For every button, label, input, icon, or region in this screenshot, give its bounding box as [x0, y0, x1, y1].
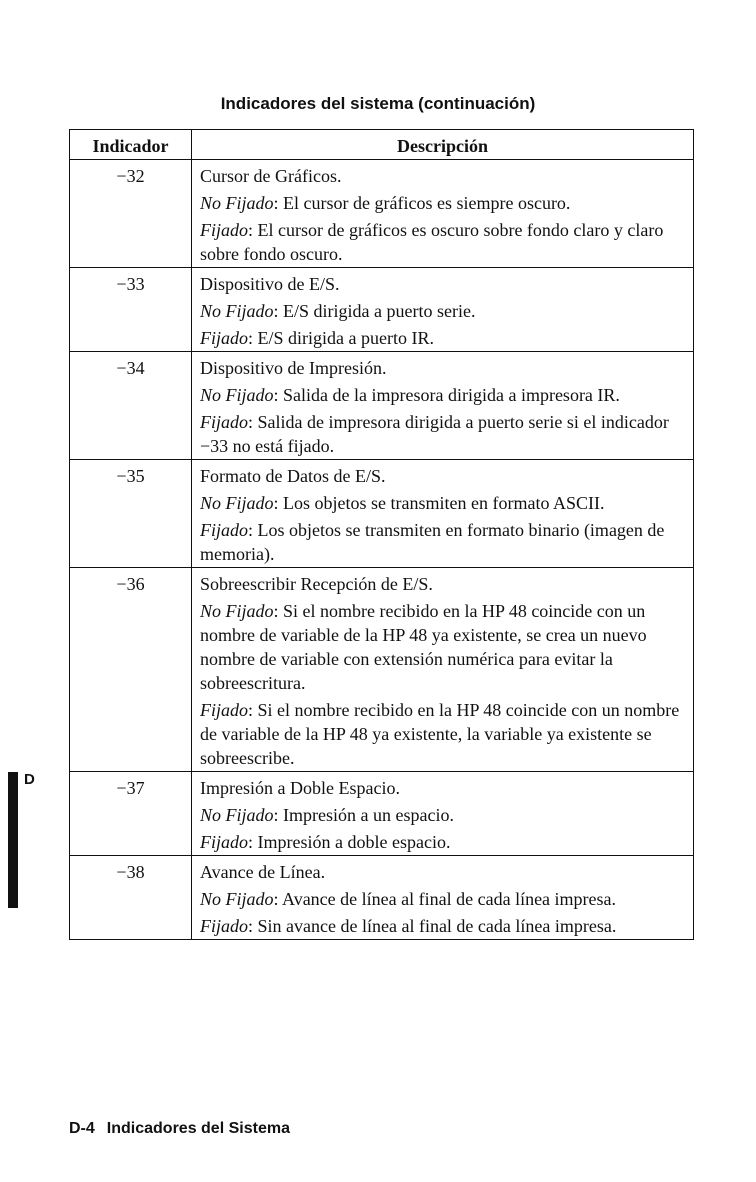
set-text: Si el nombre recibido en la HP 48 coincide con un nombre de variable de la HP 48 ya existente, la variable ya existente se sobreescribe. — [200, 700, 680, 768]
clear-text: Avance de línea al final de cada línea impresa. — [282, 889, 617, 909]
column-header-description: Descripción — [192, 130, 694, 160]
flag-title: Cursor de Gráficos. — [200, 166, 342, 186]
clear-text: E/S dirigida a puerto serie. — [283, 301, 476, 321]
clear-label: No Fijado — [200, 493, 274, 513]
set-text: Los objetos se transmiten en formato binario (imagen de memoria). — [200, 520, 665, 564]
table-row — [70, 160, 694, 268]
set-label: Fijado — [200, 520, 248, 540]
flag-clear-state: No Fijado: E/S dirigida a puerto serie. — [200, 301, 476, 321]
clear-text: Los objetos se transmiten en formato ASCII. — [283, 493, 605, 513]
clear-text: Si el nombre recibido en la HP 48 coincide con un nombre de variable de la HP 48 ya existente, se crea un nuevo nombre de variable con extensión numérica para evitar la sobreescritura. — [200, 601, 647, 693]
section-tab-letter: D — [24, 771, 35, 788]
flag-number: −35 — [70, 460, 192, 568]
flag-clear-state: No Fijado: Salida de la impresora dirigida a impresora IR. — [200, 385, 620, 405]
table-row — [70, 268, 694, 352]
set-label: Fijado — [200, 412, 248, 432]
flag-description — [192, 160, 694, 268]
set-text: Impresión a doble espacio. — [257, 832, 451, 852]
flag-title: Avance de Línea. — [200, 862, 326, 882]
clear-label: No Fijado — [200, 889, 274, 909]
set-text: E/S dirigida a puerto IR. — [257, 328, 434, 348]
set-text: El cursor de gráficos es oscuro sobre fondo claro y claro sobre fondo oscuro. — [200, 220, 664, 264]
flag-description — [192, 772, 694, 856]
clear-label: No Fijado — [200, 805, 274, 825]
clear-text: Salida de la impresora dirigida a impresora IR. — [283, 385, 620, 405]
clear-text: El cursor de gráficos es siempre oscuro. — [283, 193, 571, 213]
table-row — [70, 352, 694, 460]
page-title: Indicadores del sistema (continuación) — [220, 94, 536, 113]
set-label: Fijado — [200, 220, 248, 240]
section-tab-bar — [8, 772, 18, 908]
flags-table — [69, 129, 694, 940]
table-row — [70, 856, 694, 940]
flag-number: −37 — [70, 772, 192, 856]
clear-label: No Fijado — [200, 385, 274, 405]
clear-label: No Fijado — [200, 193, 274, 213]
flag-set-state: Fijado: Salida de impresora dirigida a puerto serie si el indicador −33 no está fijado. — [200, 412, 669, 456]
table-row — [70, 460, 694, 568]
flag-set-state: Fijado: Impresión a doble espacio. — [200, 832, 451, 852]
table-row — [70, 568, 694, 772]
flag-title: Sobreescribir Recepción de E/S. — [200, 574, 433, 594]
page-footer — [69, 1120, 290, 1138]
flag-number: −33 — [70, 268, 192, 352]
set-label: Fijado — [200, 916, 248, 936]
flag-clear-state: No Fijado: Avance de línea al final de cada línea impresa. — [200, 889, 617, 909]
flag-number: −38 — [70, 856, 192, 940]
clear-text: Impresión a un espacio. — [283, 805, 454, 825]
flag-set-state: Fijado: Sin avance de línea al final de cada línea impresa. — [200, 916, 617, 936]
flag-set-state: Fijado: Los objetos se transmiten en formato binario (imagen de memoria). — [200, 520, 665, 564]
flag-title: Formato de Datos de E/S. — [200, 466, 386, 486]
flag-clear-state: No Fijado: Los objetos se transmiten en formato ASCII. — [200, 493, 605, 513]
flag-clear-state: No Fijado: Si el nombre recibido en la HP 48 coincide con un nombre de variable de la HP 48 ya existente, se crea un nuevo nombre de variable con extensión numérica para evitar la sobreescritura. — [200, 601, 647, 693]
flag-description — [192, 268, 694, 352]
flag-title: Impresión a Doble Espacio. — [200, 778, 400, 798]
column-header-flag: Indicador — [70, 130, 192, 160]
flag-number: −34 — [70, 352, 192, 460]
set-label: Fijado — [200, 328, 248, 348]
set-text: Salida de impresora dirigida a puerto serie si el indicador −33 no está fijado. — [200, 412, 669, 456]
flag-clear-state: No Fijado: Impresión a un espacio. — [200, 805, 454, 825]
table-header-row — [70, 130, 694, 160]
flag-number: −32 — [70, 160, 192, 268]
flag-description — [192, 568, 694, 772]
flag-set-state: Fijado: Si el nombre recibido en la HP 48 coincide con un nombre de variable de la HP 48 ya existente, la variable ya existente se sobreescribe. — [200, 700, 680, 768]
set-label: Fijado — [200, 832, 248, 852]
page-number: D-4 — [69, 1120, 95, 1137]
flag-description — [192, 352, 694, 460]
flag-title: Dispositivo de E/S. — [200, 274, 340, 294]
flag-clear-state: No Fijado: El cursor de gráficos es siempre oscuro. — [200, 193, 571, 213]
flag-set-state: Fijado: E/S dirigida a puerto IR. — [200, 328, 434, 348]
table-body — [70, 160, 694, 940]
set-label: Fijado — [200, 700, 248, 720]
table-row — [70, 772, 694, 856]
clear-label: No Fijado — [200, 601, 274, 621]
flag-title: Dispositivo de Impresión. — [200, 358, 387, 378]
set-text: Sin avance de línea al final de cada línea impresa. — [257, 916, 617, 936]
flag-description — [192, 856, 694, 940]
clear-label: No Fijado — [200, 301, 274, 321]
flag-number: −36 — [70, 568, 192, 772]
flag-description — [192, 460, 694, 568]
footer-section-title: Indicadores del Sistema — [106, 1120, 290, 1137]
flag-set-state: Fijado: El cursor de gráficos es oscuro sobre fondo claro y claro sobre fondo oscuro. — [200, 220, 664, 264]
